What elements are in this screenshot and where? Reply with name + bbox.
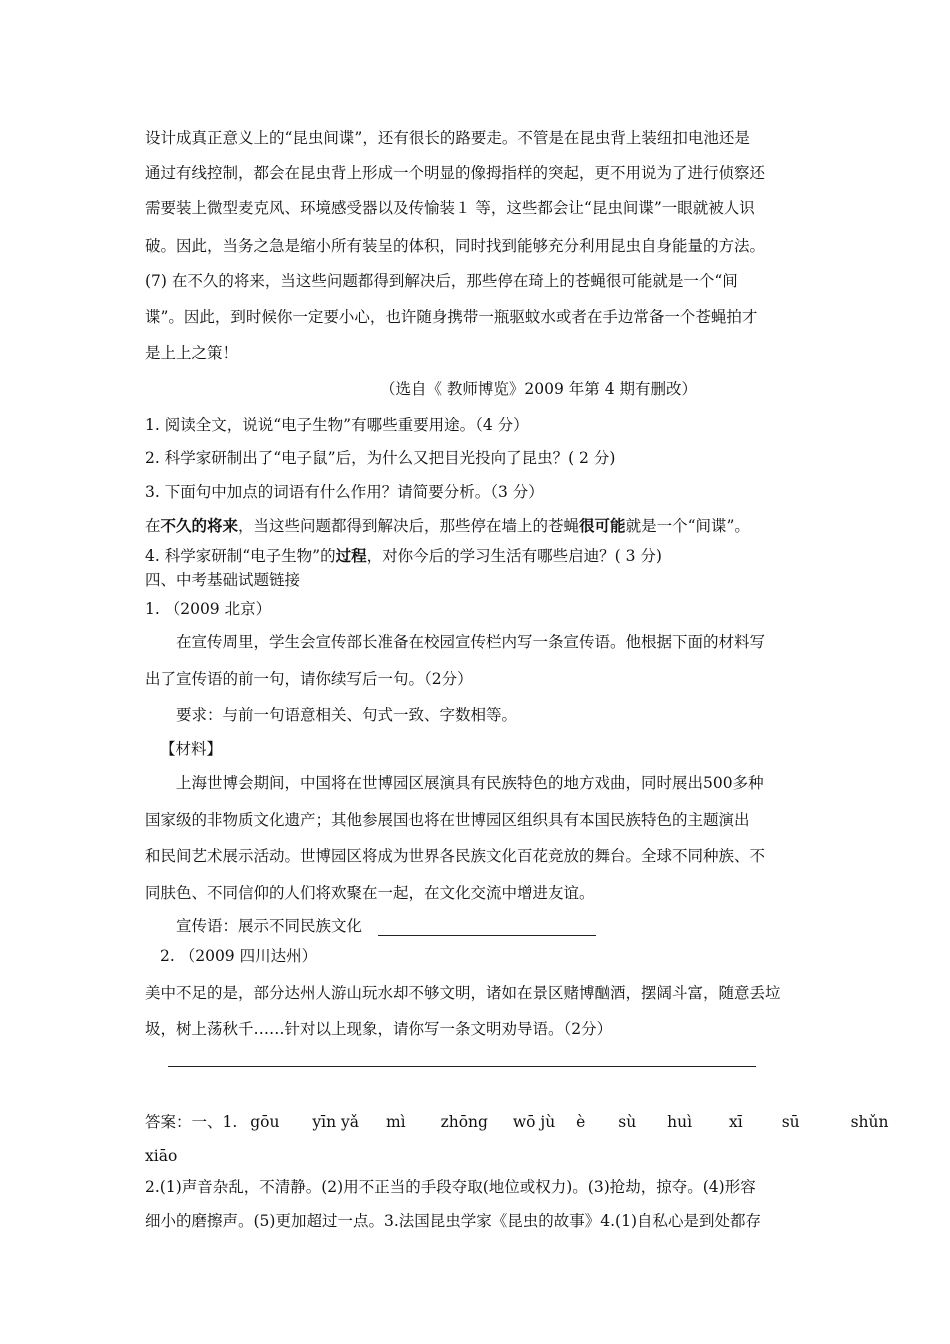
material-line-3: 和民间艺术展示活动。世博园区将成为世界各民族文化百花竞放的舞台。全球不同种族、不	[145, 847, 766, 865]
item-1-title: 1. （2009 北京）	[145, 600, 272, 618]
item-2-line-2: 圾，树上荡秋千……针对以上现象，请你写一条文明劝导语。（2分）	[145, 1020, 613, 1038]
pinyin-7: sù	[618, 1113, 637, 1131]
question-3: 3. 下面句中加点的词语有什么作用？请简要分析。（3 分）	[145, 483, 544, 501]
passage-line-1: 设计成真正意义上的“昆虫间谍”，还有很长的路要走。不管是在昆虫背上装纽扣电池还是	[145, 129, 750, 147]
q3-text-1: 在	[145, 517, 161, 535]
pinyin-4: zhōng	[440, 1113, 488, 1131]
item-1-line-2: 出了宣传语的前一句，请你续写后一句。（2分）	[145, 670, 473, 688]
material-line-4: 同肤色、不同信仰的人们将欢聚在一起，在文化交流中增进友谊。	[145, 884, 595, 902]
passage-line-3: 需要装上微型麦克风、环境感受器以及传愉装１ 等，这些都会让“昆虫间谍”一眼就被人识	[145, 199, 755, 217]
pinyin-10: sū	[781, 1113, 800, 1131]
passage-source: （选自《 教师博览》2009 年第 4 期有删改）	[380, 380, 698, 398]
q4-bold-word: 过程	[335, 546, 367, 565]
answers-pinyin-wrap: xiāo	[145, 1147, 178, 1165]
pinyin-9: xī	[729, 1113, 743, 1131]
slogan-prompt: 宣传语：展示不同民族文化	[176, 917, 363, 935]
pinyin-11: shǔn	[850, 1113, 889, 1131]
material-line-2: 国家级的非物质文化遗产；其他参展国也将在世博园区组织具有本国民族特色的主题演出	[145, 811, 750, 829]
q3-dotted-word-1: 不久的将来	[160, 516, 239, 535]
slogan-answer-blank[interactable]	[378, 917, 596, 936]
pinyin-2: yīn yǎ	[312, 1113, 360, 1131]
item-1-requirement: 要求：与前一句语意相关、句式一致、字数相等。	[176, 706, 518, 724]
question-2: 2. 科学家研制出了“电子鼠”后，为什么又把目光投向了昆虫？( 2 分)	[145, 449, 616, 467]
q3-dotted-word-2: 很可能	[579, 516, 626, 535]
answers-line-1: 2.(1)声音杂乱，不清静。(2)用不正当的手段夺取(地位或权力)。(3)抢劫，掠夺。(4)形容	[145, 1178, 756, 1196]
pinyin-1: gōu	[250, 1113, 280, 1131]
passage-line-4: 破。因此，当务之急是缩小所有装呈的体积，同时找到能够充分利用昆虫自身能量的方法。	[145, 237, 766, 255]
q4-text-1: 4. 科学家研制“电子生物”的	[145, 547, 336, 565]
pinyin-5: wō jù	[512, 1113, 556, 1131]
passage-line-6: 谍”。因此，到时候你一定要小心，也许随身携带一瓶驱蚊水或者在手边常备一个苍蝇拍才	[145, 308, 758, 326]
section-4-heading: 四、中考基础试题链接	[145, 571, 301, 589]
item-1-line-1: 在宣传周里，学生会宣传部长准备在校园宣传栏内写一条宣传语。他根据下面的材料写	[176, 633, 766, 651]
pinyin-6: è	[576, 1113, 586, 1131]
slogan-line	[176, 914, 596, 936]
answer-blank-line[interactable]	[168, 1066, 756, 1067]
question-3-sentence	[145, 514, 750, 536]
answers-label: 答案：一、1.	[145, 1113, 238, 1131]
question-1: 1. 阅读全文，说说“电子生物”有哪些重要用途。（4 分）	[145, 416, 529, 434]
passage-line-5: (7) 在不久的将来，当这些问题都得到解决后，那些停在琦上的苍蝇很可能就是一个“间	[145, 272, 738, 290]
item-2-title: 2. （2009 四川达州）	[160, 947, 318, 965]
pinyin-3: mì	[385, 1113, 406, 1131]
answers-pinyin-line	[145, 1110, 888, 1132]
item-2-line-1: 美中不足的是，部分达州人游山玩水却不够文明，诸如在景区赌博酗酒，摆阔斗富，随意丢垃	[145, 984, 781, 1002]
q4-text-2: ，对你今后的学习生活有哪些启迪？( 3 分)	[366, 547, 662, 565]
material-label: 【材料】	[160, 740, 223, 758]
q3-text-2: ，当这些问题都得到解决后，那些停在墙上的苍蝇	[238, 517, 580, 535]
material-line-1: 上海世博会期间，中国将在世博园区展演具有民族特色的地方戏曲，同时展出500多种	[176, 774, 764, 792]
pinyin-8: huì	[667, 1113, 693, 1131]
passage-line-7: 是上上之策！	[145, 344, 239, 362]
passage-line-2: 通过有线控制，都会在昆虫背上形成一个明显的像拇指样的突起，更不用说为了进行侦察还	[145, 164, 766, 182]
answers-line-2: 细小的磨擦声。(5)更加超过一点。3.法国昆虫学家《昆虫的故事》4.(1)自私心是到处都存	[145, 1212, 761, 1230]
q3-text-3: 就是一个“间谍”。	[625, 517, 750, 535]
question-4	[145, 544, 662, 566]
